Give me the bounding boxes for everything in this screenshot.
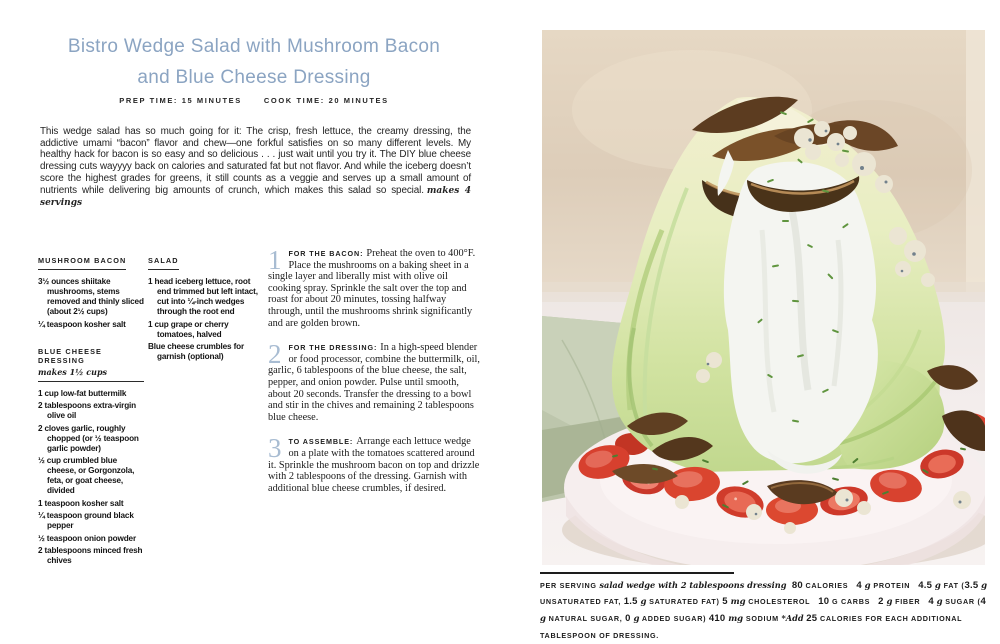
step-2 <box>268 339 482 423</box>
nutrition-segment: CALORIES FOR EACH ADDITIONAL TABLESPOON OF DRESSING. <box>540 614 965 640</box>
recipe-intro <box>40 126 471 210</box>
nutrition-segment: g <box>936 597 943 608</box>
directions-column <box>268 245 482 507</box>
step-3 <box>268 433 482 494</box>
cook-time: COOK TIME: 20 MINUTES <box>263 96 389 105</box>
ingredient-item: ¼ teaspoon ground black pepper <box>38 511 134 530</box>
step-instructions: In a high-speed blender or food processor, combine the buttermilk, oil, garlic, 6 tablespoons of the blue cheese, the salt, pepper, and onion powder. Pulse until smooth, about 20 seconds. Transfer the dressing to a bowl and stir in the chives and remaining 2 tablespoons blue cheese. <box>268 342 480 423</box>
nutrition-segment: 0 <box>625 613 634 625</box>
nutrition-segment: FAT ( <box>940 580 965 590</box>
ingredient-item: ½ teaspoon onion powder <box>38 533 136 543</box>
step-number: 1 <box>268 245 282 275</box>
nutrition-segment: PROTEIN <box>870 580 919 590</box>
recipe-title-line1: Bistro Wedge Salad with Mushroom Bacon <box>67 36 441 57</box>
nutrition-segment: 1.5 <box>623 596 641 608</box>
ingredient-item: 1 head iceberg lettuce, root end trimmed but left intact, cut into ¼-inch wedges through the root end <box>148 277 258 316</box>
step-label: TO ASSEMBLE: <box>288 437 354 447</box>
section-header-rule <box>148 256 179 270</box>
nutrition-segment: PER SERVING <box>540 580 600 590</box>
nutrition-segment: 80 <box>791 579 803 591</box>
ingredients-column-1 <box>38 250 144 569</box>
step-instructions: Arrange each lettuce wedge on a plate with the tomatoes scattered around it. Sprinkle the mushroom bacon on top and drizzle with 2 tablespoons of the dressing. Garnish with additional blue cheese crumbles, if desired. <box>268 436 480 494</box>
step-label: FOR THE DRESSING: <box>288 343 378 353</box>
step-number: 2 <box>268 339 282 370</box>
nutrition-segment: NATURAL SUGAR, <box>545 614 626 624</box>
nutrition-segment: g <box>633 614 640 625</box>
nutrition-segment: 4 <box>856 579 865 591</box>
nutrition-segment: 25 <box>806 613 818 625</box>
ingredient-item: Blue cheese crumbles for garnish (optional) <box>148 342 245 361</box>
step-text <box>268 245 482 329</box>
nutrition-segment: SUGAR ( <box>942 597 981 607</box>
nutrition-segment: g <box>934 580 941 591</box>
ingredient-item: 2 tablespoons minced fresh chives <box>38 546 143 565</box>
section-header: BLUE CHEESE DRESSING <box>38 346 102 365</box>
nutrition-segment: g <box>540 614 546 625</box>
section-yield-note: makes 1½ cups <box>38 366 108 377</box>
nutrition-segment: G CARBS <box>832 597 879 607</box>
section-header-rule <box>38 347 144 382</box>
nutrition-segment: 4 <box>928 596 937 608</box>
step-label: FOR THE BACON: <box>288 249 364 258</box>
intro-text: This wedge salad has so much going for it: The crisp, fresh lettuce, the creamy dressing, the addictive umami “bacon” flavor and chew—one forkful satisfies on so many different levels. My healthy hack for bacon is so easy and so delicious . . . just wait until you try it. The DIY blue cheese dressing cuts wayyyy back on calories and saturated fat but not flavor. And while the iceberg doesn’t score the highest grades for greens, it still counts as a veggie and serves up a small amount of nutrients while delivering big amounts of crunch, which makes this salad so special. <box>40 126 471 196</box>
section-header-rule <box>38 256 126 270</box>
servings-note: makes 4 servings <box>40 185 472 209</box>
recipe-times <box>26 96 482 105</box>
step-instructions: Preheat the oven to 400°F. Place the mushrooms on a baking sheet in a single layer and liberally mist with olive oil cooking spray. Sprinkle the salt over the top and roast for about 20 minutes, tossing halfway through, until the mushrooms shrink significantly and are golden brown. <box>268 248 476 329</box>
ingredient-item: ½ cup crumbled blue cheese, or Gorgonzola, feta, or goat cheese, divided <box>38 456 135 495</box>
step-number: 3 <box>268 433 282 464</box>
nutrition-segment: ADDED SUGAR) <box>639 614 709 624</box>
ingredient-item: 1 cup low-fat buttermilk <box>38 388 127 398</box>
nutrition-segment: 3.5 <box>964 579 982 591</box>
recipe-photo <box>542 30 985 565</box>
ingredient-item: 2 cloves garlic, roughly chopped (or ½ teaspoon garlic powder) <box>38 423 139 453</box>
nutrition-segment: 10 <box>818 596 833 608</box>
nutrition-segment: 4.5 <box>918 579 935 591</box>
nutrition-segment: mg <box>730 597 746 608</box>
nutrition-segment: g <box>864 580 871 591</box>
recipe-title <box>26 31 482 93</box>
nutrition-rule <box>540 572 734 574</box>
ingredient-item: 2 tablespoons extra-virgin olive oil <box>38 401 137 420</box>
nutrition-segment: FIBER <box>892 597 929 607</box>
step-1 <box>268 245 482 329</box>
nutrition-segment: UNSATURATED FAT, <box>540 580 990 607</box>
nutrition-facts <box>540 572 992 644</box>
nutrition-segment: g <box>886 597 893 608</box>
ingredient-section-dressing <box>38 347 144 567</box>
nutrition-segment: salad wedge with 2 tablespoons dressing <box>599 579 787 590</box>
nutrition-segment: CHOLESTEROL <box>745 597 819 607</box>
section-header: MUSHROOM BACON <box>38 256 127 265</box>
nutrition-segment: 2 <box>878 596 887 608</box>
ingredient-list <box>148 277 260 362</box>
step-text <box>268 339 482 423</box>
ingredient-list <box>38 389 144 567</box>
step-text <box>268 433 482 494</box>
prep-time: PREP TIME: 15 MINUTES <box>119 96 242 105</box>
ingredient-item: 1 teaspoon kosher salt <box>38 498 124 508</box>
ingredient-section-mushroom-bacon <box>38 250 144 330</box>
nutrition-segment: 4 <box>980 596 989 608</box>
nutrition-segment: g <box>981 580 988 591</box>
ingredient-item: ¼ teaspoon kosher salt <box>38 319 126 329</box>
ingredient-list <box>38 277 144 330</box>
nutrition-segment: mg <box>728 614 744 625</box>
nutrition-segment: CALORIES <box>802 580 857 590</box>
ingredient-item: 3½ ounces shiitake mushrooms, stems removed and thinly sliced (about 2½ cups) <box>38 277 144 316</box>
ingredient-item: 1 cup grape or cherry tomatoes, halved <box>148 319 229 339</box>
nutrition-segment: 5 <box>722 596 731 608</box>
recipe-title-line2: and Blue Cheese Dressing <box>137 67 371 88</box>
section-header: SALAD <box>148 256 179 265</box>
nutrition-segment: SATURATED FAT) <box>646 597 723 607</box>
ingredient-section-salad <box>148 250 260 362</box>
nutrition-segment: g <box>640 597 647 608</box>
nutrition-segment: SODIUM <box>743 614 782 624</box>
nutrition-segment: *Add <box>781 613 804 624</box>
ingredients-column-2 <box>148 250 260 365</box>
wedge-salad-illustration <box>542 30 985 565</box>
per-serving-text <box>540 577 992 644</box>
nutrition-segment: 410 <box>708 613 729 625</box>
